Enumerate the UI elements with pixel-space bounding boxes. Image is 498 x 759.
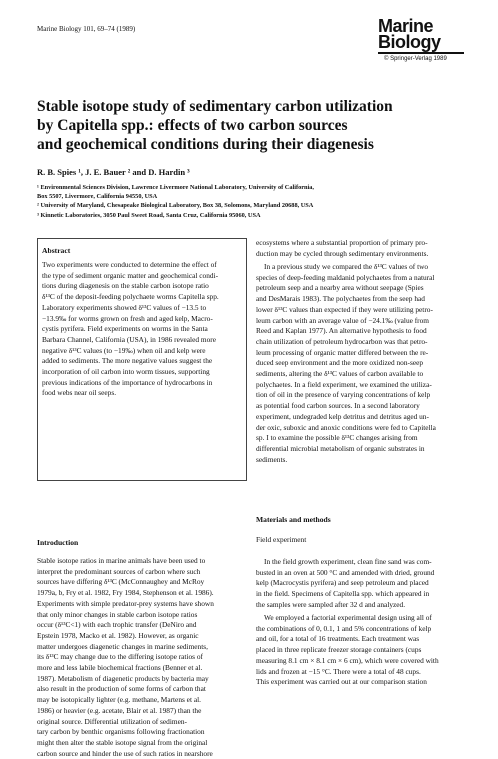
publisher-notice: © Springer-Verlag 1989 bbox=[384, 56, 447, 62]
body-line: ecosystems where a substantial proportion of primary pro- bbox=[256, 238, 428, 247]
affiliation-line: ² University of Maryland, Chesapeake Biological Laboratory, Box 38, Solomons, Maryland 20688, USA bbox=[37, 202, 314, 210]
journal-citation: Marine Biology 101, 69–74 (1989) bbox=[37, 25, 136, 33]
body-line: duction may be cycled through sedimentary environments. bbox=[256, 248, 429, 258]
body-line: species of deep-feeding maldanid polychaetes from a natural bbox=[256, 272, 435, 282]
intro-line: carbon source and hinder the use of such ratios in nearshore bbox=[37, 748, 213, 758]
field-experiment-heading: Field experiment bbox=[256, 535, 307, 544]
abstract-line: the type of sediment organic matter and geochemical condi- bbox=[42, 270, 219, 280]
intro-line: 1987). Metabolism of diagenetic products by bacteria may bbox=[37, 673, 209, 683]
intro-paragraph-2 bbox=[256, 262, 436, 465]
intro-line: 1986) or heavier (e.g. acetate, Blair et al. 1987) than the bbox=[37, 705, 202, 715]
body-line: der oxic, suboxic and anoxic conditions were fed to Capitella bbox=[256, 422, 436, 432]
affiliations bbox=[37, 183, 314, 220]
intro-line: Epstein 1978, Macko et al. 1982). However, as organic bbox=[37, 630, 199, 640]
introduction-heading: Introduction bbox=[37, 538, 79, 547]
affiliation-line: ¹ Environmental Sciences Division, Lawrence Livermore National Laboratory, University of California, bbox=[37, 184, 315, 191]
abstract-line: δ¹³C of the deposit-feeding polychaete worms Capitella spp. bbox=[42, 292, 219, 302]
intro-line: that only minor changes in stable carbon isotope ratios bbox=[37, 609, 198, 619]
intro-line: Experiments with simple predator-prey systems have shown bbox=[37, 598, 214, 608]
body-line: sp. I to examine the possible δ¹³C changes arising from bbox=[256, 433, 418, 443]
body-line: as potential food carbon sources. In a second laboratory bbox=[256, 401, 420, 411]
body-line: sediments, altering the δ¹³C values of carbon available to bbox=[256, 369, 424, 379]
title-line: by Capitella spp.: effects of two carbon sources bbox=[37, 117, 348, 134]
abstract-line: −13.9‰ for worms grown on fresh and aged kelp, Macro- bbox=[42, 313, 213, 323]
abstract-line: food webs near oil seeps. bbox=[42, 388, 117, 398]
author-list: R. B. Spies ¹, J. E. Bauer ² and D. Hardin ³ bbox=[37, 167, 190, 177]
intro-line: may be isotopically lighter (e.g. methane, Martens et al. bbox=[37, 695, 201, 705]
title-line: Stable isotope study of sedimentary carbon utilization bbox=[37, 98, 393, 115]
intro-line: 1979a, b, Fry et al. 1982, Fry 1984, Stephenson et al. 1986). bbox=[37, 588, 214, 598]
abstract-box bbox=[37, 238, 247, 481]
body-line: In a previous study we compared the δ¹³C values of two bbox=[264, 262, 429, 271]
intro-line: might then alter the stable isotope signal from the original bbox=[37, 737, 208, 747]
body-line: the combinations of 0, 0.1, 1 and 5% concentrations of kelp bbox=[256, 623, 432, 633]
field-paragraph-2 bbox=[256, 613, 439, 688]
abstract-line: tions during diagenesis on the stable carbon isotope ratio bbox=[42, 281, 209, 291]
body-line: We employed a factorial experimental design using all of bbox=[264, 613, 432, 622]
intro-line: sources have differing δ¹³C (McConnaughey and McRoy bbox=[37, 577, 205, 587]
intro-line: tary carbon by benthic organisms following fractionation bbox=[37, 727, 205, 737]
body-line: busted in an oven at 500 °C and amended with dried, ground bbox=[256, 567, 435, 577]
logo-word-marine: Marine bbox=[378, 16, 434, 36]
article-title bbox=[37, 97, 467, 154]
affiliation-line: Box 5507, Livermore, California 94550, USA bbox=[37, 193, 158, 201]
abstract-line: cystis pyrifera. Field experiments on worms in the Santa bbox=[42, 324, 208, 334]
logo-rule bbox=[378, 52, 464, 54]
abstract-line: added to sediments. The more negative values suggest the bbox=[42, 356, 213, 366]
intro-line: also result in the production of some forms of carbon that bbox=[37, 684, 206, 694]
body-line: In the field growth experiment, clean fine sand was com- bbox=[264, 557, 432, 566]
body-line: and oil, for a total of 16 treatments. Each treatment was bbox=[256, 634, 420, 644]
field-paragraph-1 bbox=[256, 557, 434, 611]
methods-heading: Materials and methods bbox=[256, 515, 331, 524]
abstract-heading: Abstract bbox=[42, 246, 71, 255]
body-line: petroleum seep and a nearby area without seepage (Spies bbox=[256, 283, 424, 293]
body-line: polychaetes. In a field experiment, we examined the utiliza- bbox=[256, 379, 432, 389]
body-line: lids and frozen at −15 °C. There were a total of 48 cups. bbox=[256, 666, 421, 676]
intro-line: original source. Differential utilization of sedimen- bbox=[37, 716, 187, 726]
logo-word-biology: Biology bbox=[378, 32, 441, 52]
body-line: measuring 8.1 cm × 8.1 cm × 6 cm), which were covered with bbox=[256, 655, 439, 665]
body-line: experiment, undegraded kelp detritus and detritus aged un- bbox=[256, 411, 429, 421]
body-line: in the field. Specimens of Capitella spp. which appeared in bbox=[256, 589, 430, 599]
body-line: tion of oil in the presence of varying concentrations of kelp bbox=[256, 390, 431, 400]
abstract-line: Laboratory experiments showed δ¹³C values of −13.5 to bbox=[42, 302, 207, 312]
body-line: leum carbon with an average value of −24.1‰ (value from bbox=[256, 315, 429, 325]
title-line: and geochemical conditions during their diagenesis bbox=[37, 136, 374, 153]
body-line: placed in three replicate freezer storage containers (cups bbox=[256, 645, 422, 655]
abstract-body bbox=[42, 260, 219, 399]
intro-line: Stable isotope ratios in marine animals have been used to bbox=[37, 556, 206, 565]
body-line: and DesMarais 1983). The polychaetes from the seep had bbox=[256, 294, 425, 304]
intro-line: matter undergoes diagenetic changes in marine sediments, bbox=[37, 641, 208, 651]
journal-logo bbox=[378, 16, 464, 62]
body-line: This experiment was carried out at our comparison station bbox=[256, 677, 427, 687]
body-line: the samples were sampled after 32 d and analyzed. bbox=[256, 599, 406, 609]
intro-line: more and less labile biochemical fractions (Benner et al. bbox=[37, 663, 203, 673]
intro-line: occur (δ¹³C<1) with each trophic transfer (DeNiro and bbox=[37, 620, 197, 630]
body-line: kelp (Macrocystis pyrifera) and seep petroleum and placed bbox=[256, 578, 429, 588]
body-line: duced seep environment and the more oxidized non-seep bbox=[256, 358, 424, 368]
body-line: chain utilization of petroleum hydrocarbon was that petro- bbox=[256, 336, 428, 346]
body-line: lower δ¹³C values than expected if they were utilizing petro- bbox=[256, 304, 433, 314]
body-line: leum processing of organic matter differed between the re- bbox=[256, 347, 429, 357]
intro-line: interpret the predominant sources of carbon where such bbox=[37, 566, 201, 576]
introduction-body bbox=[37, 556, 214, 759]
abstract-line: incorporation of oil carbon into worm tissues, supporting bbox=[42, 367, 210, 377]
intro-continued bbox=[256, 238, 428, 259]
body-line: sediments. bbox=[256, 454, 288, 464]
abstract-line: Two experiments were conducted to determine the effect of bbox=[42, 260, 217, 269]
affiliation-line: ³ Kinnetic Laboratories, 3050 Paul Sweet Road, Santa Cruz, California 95060, USA bbox=[37, 211, 261, 219]
abstract-line: negative δ¹³C values (to −19‰) when oil and kelp were bbox=[42, 345, 206, 355]
body-line: Reed and Kaplan 1977). An alternative hypothesis to food bbox=[256, 326, 427, 336]
abstract-line: Barbara Channel, California (USA), in 1986 revealed more bbox=[42, 334, 216, 344]
intro-line: its δ¹³C may change due to the differing isotope ratios of bbox=[37, 652, 203, 662]
body-line: differential microbial metabolism of organic substrates in bbox=[256, 443, 425, 453]
abstract-line: previous indications of the importance of hydrocarbons in bbox=[42, 377, 213, 387]
